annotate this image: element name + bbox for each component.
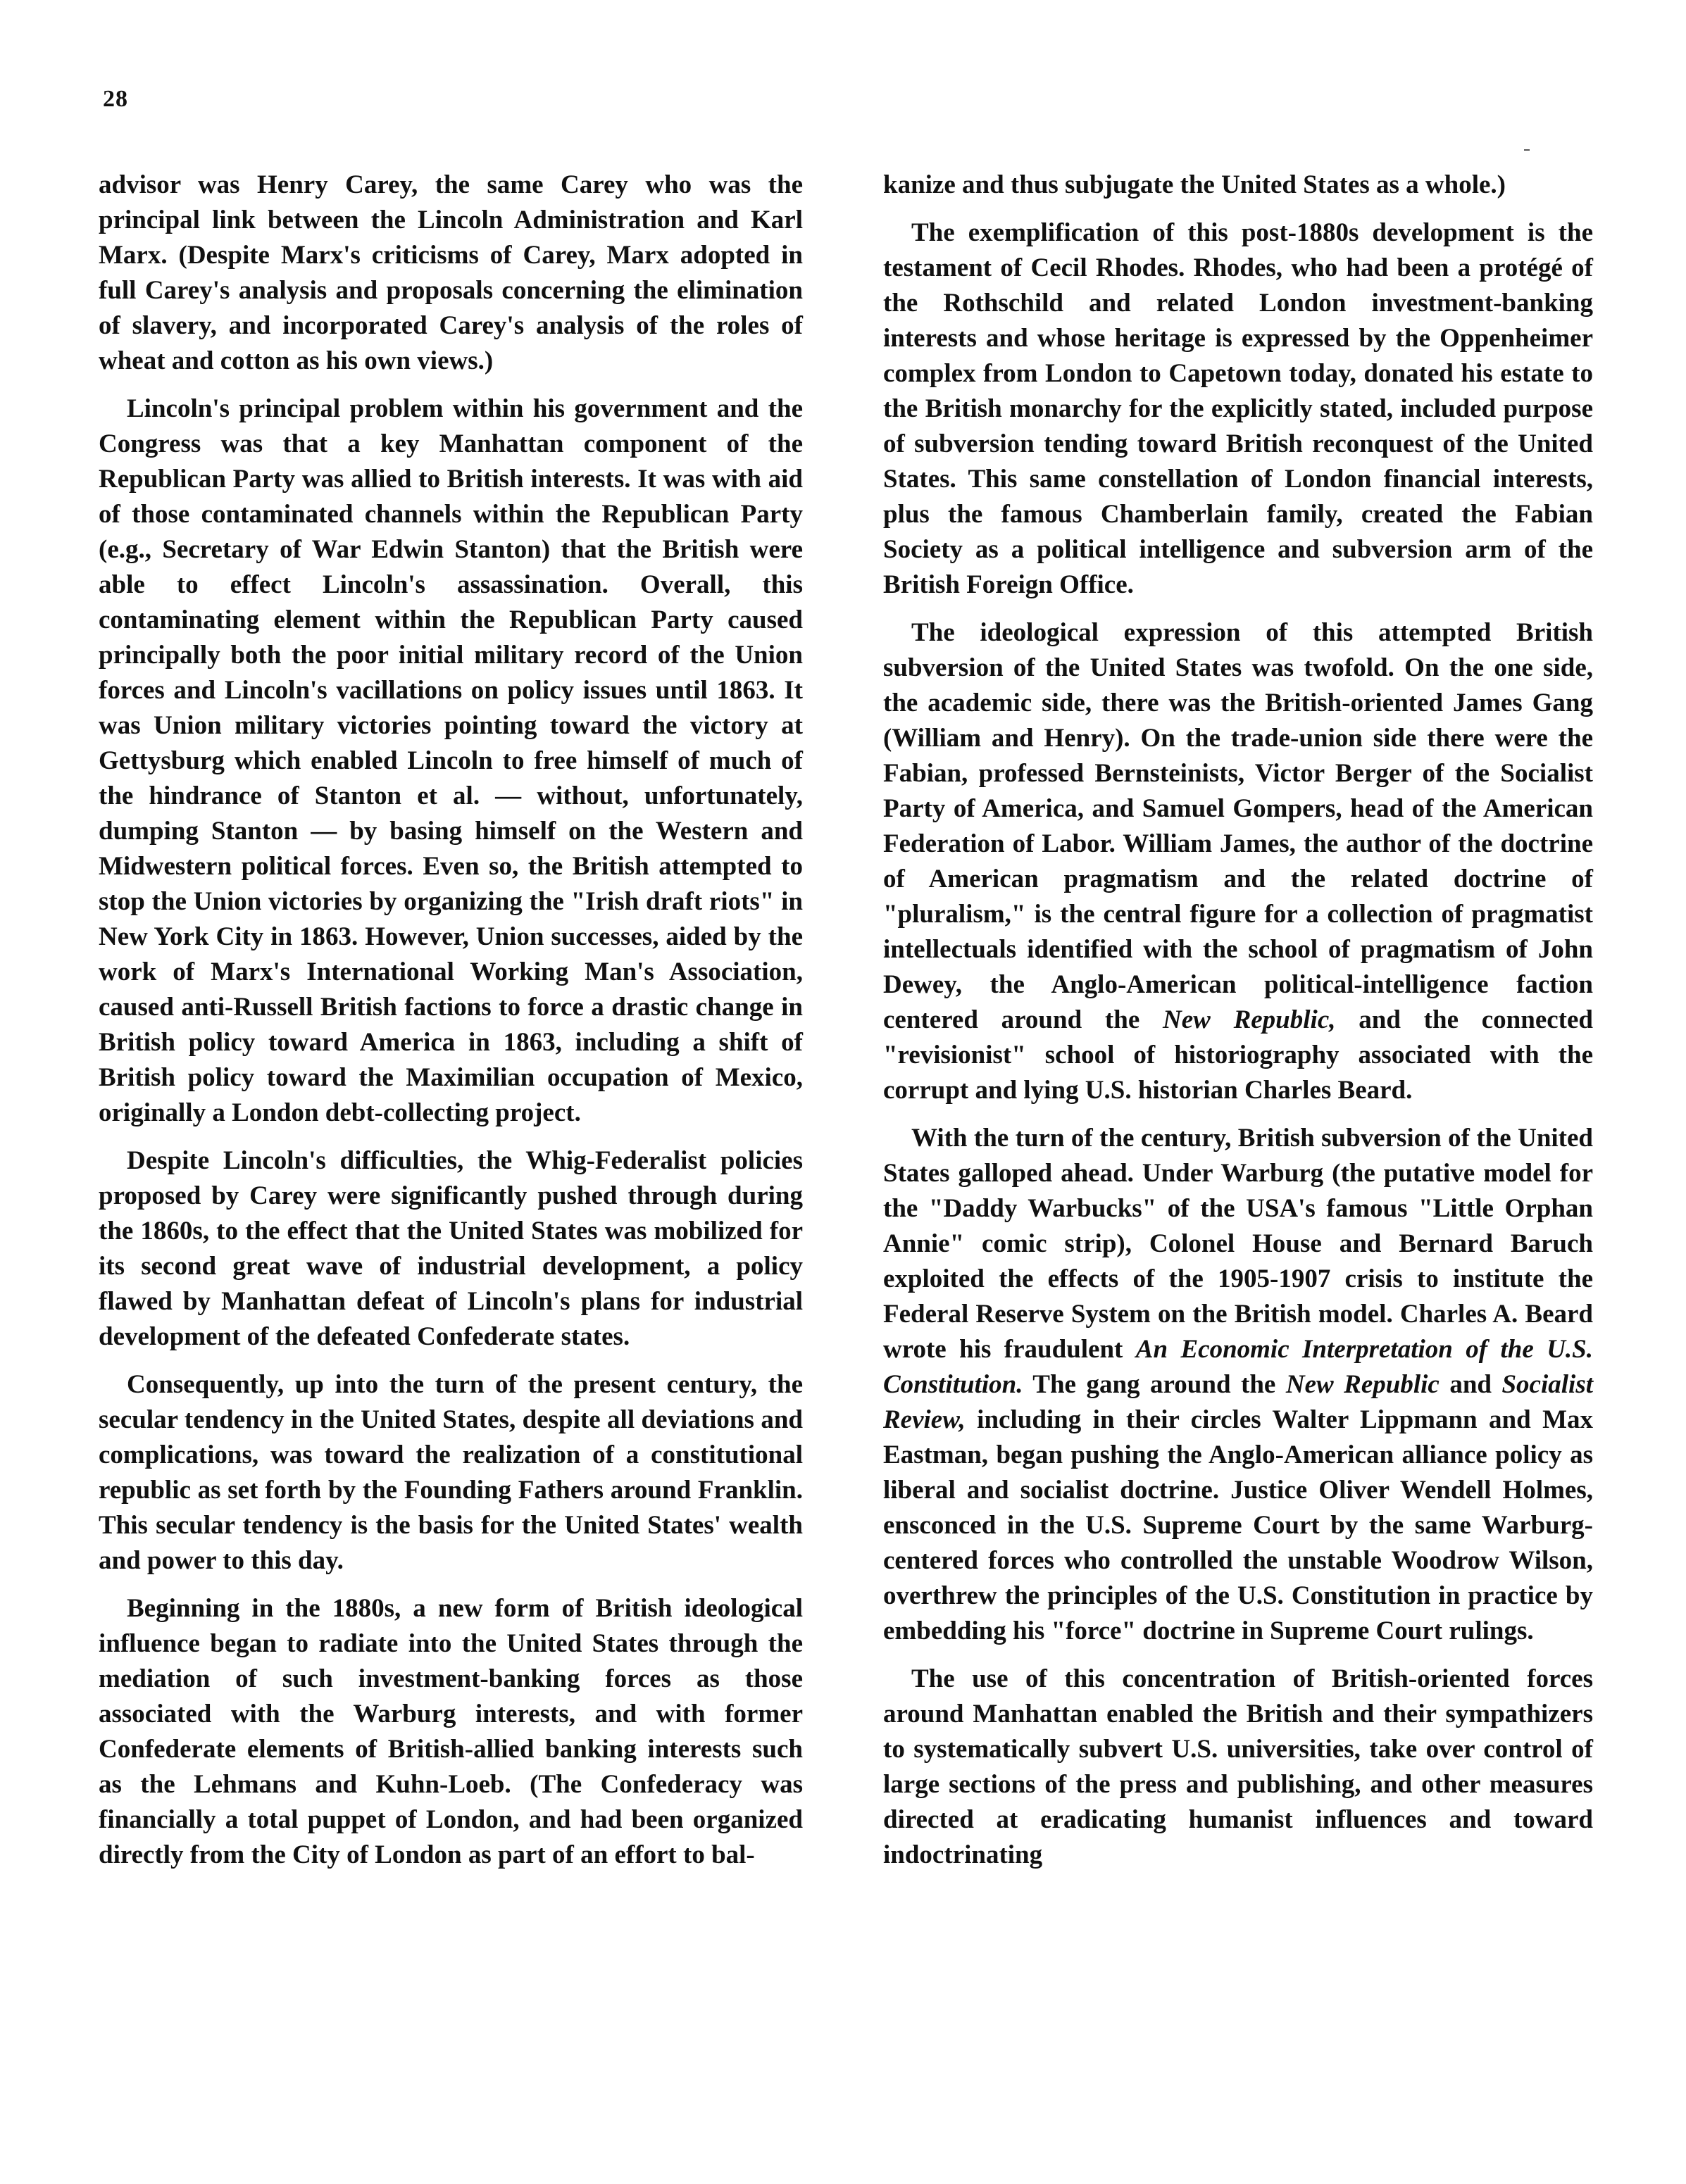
text-run: and the connected "revisionist" school of historiography associated with the corrupt and lying U.S. historian Charles Beard.	[883, 1005, 1593, 1105]
paragraph	[883, 1121, 1593, 1649]
text-run: The gang around the	[1023, 1370, 1286, 1399]
paragraph: Lincoln's principal problem within his government and the Congress was that a key Manhattan component of the Republican Party was allied to British interests. It was with aid of those contaminated channels within the Republican Party (e.g., Secretary of War Edwin Stanton) that the British were able to effect Lincoln's assassination. Overall, this contaminating element within the Republican Party caused principally both the poor initial military record of the Union forces and Lincoln's vacillations on policy issues until 1863. It was Union military victories pointing toward the victory at Gettysburg which enabled Lincoln to free himself of much of the hindrance of Stanton et al. — without, unfortunately, dumping Stanton — by basing himself on the Western and Midwestern political forces. Even so, the British attempted to stop the Union victories by organizing the "Irish draft riots" in New York City in 1863. However, Union successes, aided by the work of Marx's International Working Man's Association, caused anti-Russell British factions to force a drastic change in British policy toward America in 1863, including a shift of British policy toward the Maximilian occupation of Mexico, originally a London debt-collecting project.	[99, 394, 803, 1127]
text-run: With the turn of the century, British subversion of the United States galloped ahead. Under Warburg (the putative model for the "Daddy Warbucks" of the USA's famous "Little Orphan Annie" comic strip), Colonel House and Bernard Baruch exploited the effects of the 1905-1907 crisis to institute the Federal Reserve System on the British model. Charles A. Beard wrote his fraudulent	[883, 1124, 1593, 1364]
paragraph: The exemplification of this post-1880s development is the testament of Cecil Rhodes. Rhodes, who had been a protégé of the Rothschild and related London investment-banking interests and whose heritage is expressed by the Oppenheimer complex from London to Capetown today, donated his estate to the British monarchy for the explicitly stated, included purpose of subversion tending toward British reconquest of the United States. This same constellation of London financial interests, plus the famous Chamberlain family, created the Fabian Society as a political intelligence and subversion arm of the British Foreign Office.	[883, 218, 1593, 599]
page-number: 28	[103, 86, 128, 112]
publication-title: New Republic	[1285, 1370, 1440, 1399]
paragraph: advisor was Henry Carey, the same Carey who was the principal link between the Lincoln Administration and Karl Marx. (Despite Marx's criticisms of Carey, Marx adopted in full Carey's analysis and proposals concerning the elimination of slavery, and incorporated Carey's analysis of the roles of wheat and cotton as his own views.)	[99, 170, 803, 375]
paragraph: The use of this concentration of British-oriented forces around Manhattan enabled the British and their sympathizers to systematically subvert U.S. universities, take over control of large sections of the press and publishing, and other measures directed at eradicating humanist influences and toward indoctrinating	[883, 1664, 1593, 1869]
paragraph	[883, 615, 1593, 1108]
publication-title: Socialist Review,	[883, 1370, 1594, 1434]
paragraph: kanize and thus subjugate the United States as a whole.)	[883, 170, 1506, 199]
text-run: including in their circles Walter Lippmann and Max Eastman, began pushing the Anglo-American alliance policy as liberal and socialist doctrine. Justice Oliver Wendell Holmes, ensconced in the U.S. Supreme Court by the same Warburg-centered forces who controlled the unstable Woodrow Wilson, overthrew the principles of the U.S. Constitution in practice by embedding his "force" doctrine in Supreme Court rulings.	[883, 1405, 1593, 1645]
right-column	[883, 168, 1593, 1885]
book-title: An Economic Interpretation of the U.S. Constitution.	[883, 1335, 1593, 1399]
paragraph: Despite Lincoln's difficulties, the Whig-Federalist policies proposed by Carey were significantly pushed through during the 1860s, to the effect that the United States was mobilized for its second great wave of industrial development, a policy flawed by Manhattan defeat of Lincoln's plans for industrial development of the defeated Confederate states.	[99, 1146, 803, 1351]
paragraph: Beginning in the 1880s, a new form of British ideological influence began to radiate into the United States through the mediation of such investment-banking forces as those associated with the Warburg interests, and with former Confederate elements of British-allied banking interests such as the Lehmans and Kuhn-Loeb. (The Confederacy was financially a total puppet of London, and had been organized directly from the City of London as part of an effort to bal-	[99, 1594, 803, 1869]
scan-mark	[1524, 149, 1530, 151]
text-run: and	[1439, 1370, 1502, 1399]
publication-title: New Republic,	[1163, 1005, 1336, 1034]
left-column	[99, 168, 803, 1885]
paragraph: Consequently, up into the turn of the present century, the secular tendency in the United States, despite all deviations and complications, was toward the realization of a constitutional republic as set forth by the Founding Fathers around Franklin. This secular tendency is the basis for the United States' wealth and power to this day.	[99, 1370, 803, 1575]
text-run: The ideological expression of this attempted British subversion of the United States was twofold. On the one side, the academic side, there was the British-oriented James Gang (William and Henry). On the trade-union side there were the Fabian, professed Bernsteinists, Victor Berger of the Socialist Party of America, and Samuel Gompers, head of the American Federation of Labor. William James, the author of the doctrine of American pragmatism and the related doctrine of "pluralism," is the central figure for a collection of pragmatist intellectuals identified with the school of pragmatism of John Dewey, the Anglo-American political-intelligence faction centered around the	[883, 618, 1593, 1034]
